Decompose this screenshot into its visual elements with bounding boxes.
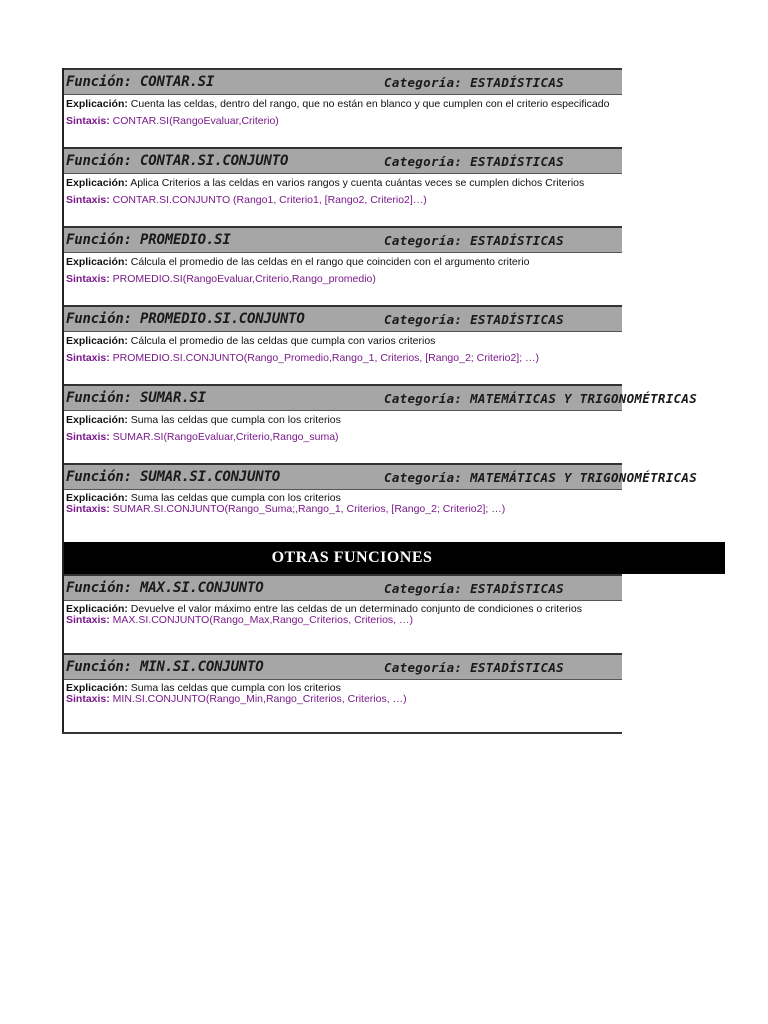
function-header — [64, 653, 622, 680]
function-category: Categoría: ESTADÍSTICAS — [384, 581, 564, 596]
function-header — [64, 68, 622, 95]
function-header — [64, 226, 622, 253]
syntax-text: CONTAR.SI(RangoEvaluar,Criterio) — [109, 115, 279, 127]
explanation-label: Explicación: — [66, 256, 128, 268]
function-name: Función: CONTAR.SI.CONJUNTO — [66, 153, 289, 169]
function-syntax — [66, 194, 427, 206]
syntax-label: Sintaxis: — [66, 431, 110, 443]
function-name: Función: MIN.SI.CONJUNTO — [66, 659, 264, 675]
function-name: Función: SUMAR.SI — [66, 390, 206, 406]
function-body — [64, 490, 622, 542]
function-name: Función: SUMAR.SI.CONJUNTO — [66, 469, 280, 485]
function-syntax — [66, 693, 407, 705]
function-block-contar-si-conjunto — [62, 147, 622, 226]
function-syntax — [66, 431, 339, 443]
function-body — [64, 332, 622, 384]
section-banner-title: OTRAS FUNCIONES — [271, 549, 433, 566]
function-block-sumar-si — [62, 384, 698, 463]
explanation-label: Explicación: — [66, 98, 128, 110]
syntax-text: SUMAR.SI.CONJUNTO(Rango_Suma;,Rango_1, Criterios, [Rango_2; Criterio2]; …) — [109, 503, 506, 515]
explanation-text: Suma las celdas que cumpla con los criterios — [127, 492, 341, 504]
syntax-label: Sintaxis: — [66, 352, 110, 364]
syntax-text: PROMEDIO.SI.CONJUNTO(Rango_Promedio,Rango_1, Criterios, [Rango_2; Criterio2]; …) — [109, 352, 540, 364]
function-category: Categoría: ESTADÍSTICAS — [384, 75, 564, 90]
function-syntax — [66, 273, 376, 285]
explanation-text: Aplica Criterios a las celdas en varios rangos y cuenta cuántas veces se cumplen dichos Criterios — [127, 177, 585, 189]
function-explanation — [66, 335, 435, 347]
function-header — [64, 463, 698, 490]
function-body — [64, 601, 622, 653]
syntax-label: Sintaxis: — [66, 614, 110, 626]
explanation-text: Suma las celdas que cumpla con los criterios — [127, 414, 341, 426]
explanation-text: Cuenta las celdas, dentro del rango, que no están en blanco y que cumplen con el criterio especificado — [127, 98, 610, 110]
explanation-text: Suma las celdas que cumpla con los criterios — [127, 682, 341, 694]
explanation-label: Explicación: — [66, 177, 128, 189]
function-category: Categoría: ESTADÍSTICAS — [384, 154, 564, 169]
section-banner — [62, 542, 725, 574]
function-name: Función: PROMEDIO.SI — [66, 232, 231, 248]
function-explanation — [66, 256, 529, 268]
function-syntax — [66, 352, 539, 364]
function-syntax — [66, 614, 413, 626]
explanation-text: Cálcula el promedio de las celdas en el rango que coinciden con el argumento criterio — [127, 256, 530, 268]
function-header — [64, 147, 622, 174]
function-explanation — [66, 414, 341, 426]
function-header — [64, 384, 698, 411]
syntax-text: PROMEDIO.SI(RangoEvaluar,Criterio,Rango_promedio) — [109, 273, 376, 285]
function-header — [64, 305, 622, 332]
function-explanation — [66, 177, 584, 189]
syntax-text: MIN.SI.CONJUNTO(Rango_Min,Rango_Criterios, Criterios, …) — [109, 693, 407, 705]
function-block-sumar-si-conjunto — [62, 463, 698, 542]
explanation-text: Devuelve el valor máximo entre las celdas de un determinado conjunto de condiciones o criterios — [127, 603, 582, 615]
function-body — [64, 95, 622, 147]
function-body — [64, 411, 622, 463]
function-category: Categoría: MATEMÁTICAS Y TRIGONOMÉTRICAS — [384, 391, 698, 406]
explanation-label: Explicación: — [66, 414, 128, 426]
explanation-label: Explicación: — [66, 492, 128, 504]
function-block-min-si-conjunto — [62, 653, 622, 732]
function-category: Categoría: ESTADÍSTICAS — [384, 233, 564, 248]
function-block-contar-si — [62, 68, 622, 147]
syntax-label: Sintaxis: — [66, 194, 110, 206]
function-category: Categoría: MATEMÁTICAS Y TRIGONOMÉTRICAS — [384, 470, 698, 485]
function-explanation — [66, 98, 609, 110]
function-syntax — [66, 115, 279, 127]
explanation-label: Explicación: — [66, 603, 128, 615]
sheet-bottom-border — [62, 732, 622, 734]
function-category: Categoría: ESTADÍSTICAS — [384, 660, 564, 675]
function-block-promedio-si-conjunto — [62, 305, 622, 384]
function-block-max-si-conjunto — [62, 574, 622, 653]
syntax-label: Sintaxis: — [66, 693, 110, 705]
function-body — [64, 174, 622, 226]
syntax-text: SUMAR.SI(RangoEvaluar,Criterio,Rango_suma) — [109, 431, 339, 443]
function-category: Categoría: ESTADÍSTICAS — [384, 312, 564, 327]
function-sheet — [62, 68, 698, 734]
function-name: Función: CONTAR.SI — [66, 74, 215, 90]
explanation-text: Cálcula el promedio de las celdas que cumpla con varios criterios — [127, 335, 436, 347]
function-block-promedio-si — [62, 226, 622, 305]
syntax-label: Sintaxis: — [66, 503, 110, 515]
explanation-label: Explicación: — [66, 682, 128, 694]
syntax-text: CONTAR.SI.CONJUNTO (Rango1, Criterio1, [Rango2, Criterio2]…) — [109, 194, 427, 206]
function-body — [64, 680, 622, 732]
syntax-text: MAX.SI.CONJUNTO(Rango_Max,Rango_Criterios, Criterios, …) — [109, 614, 413, 626]
function-name: Función: MAX.SI.CONJUNTO — [66, 580, 264, 596]
function-name: Función: PROMEDIO.SI.CONJUNTO — [66, 311, 305, 327]
function-body — [64, 253, 622, 305]
explanation-label: Explicación: — [66, 335, 128, 347]
syntax-label: Sintaxis: — [66, 273, 110, 285]
syntax-label: Sintaxis: — [66, 115, 110, 127]
function-header — [64, 574, 622, 601]
function-syntax — [66, 503, 505, 515]
